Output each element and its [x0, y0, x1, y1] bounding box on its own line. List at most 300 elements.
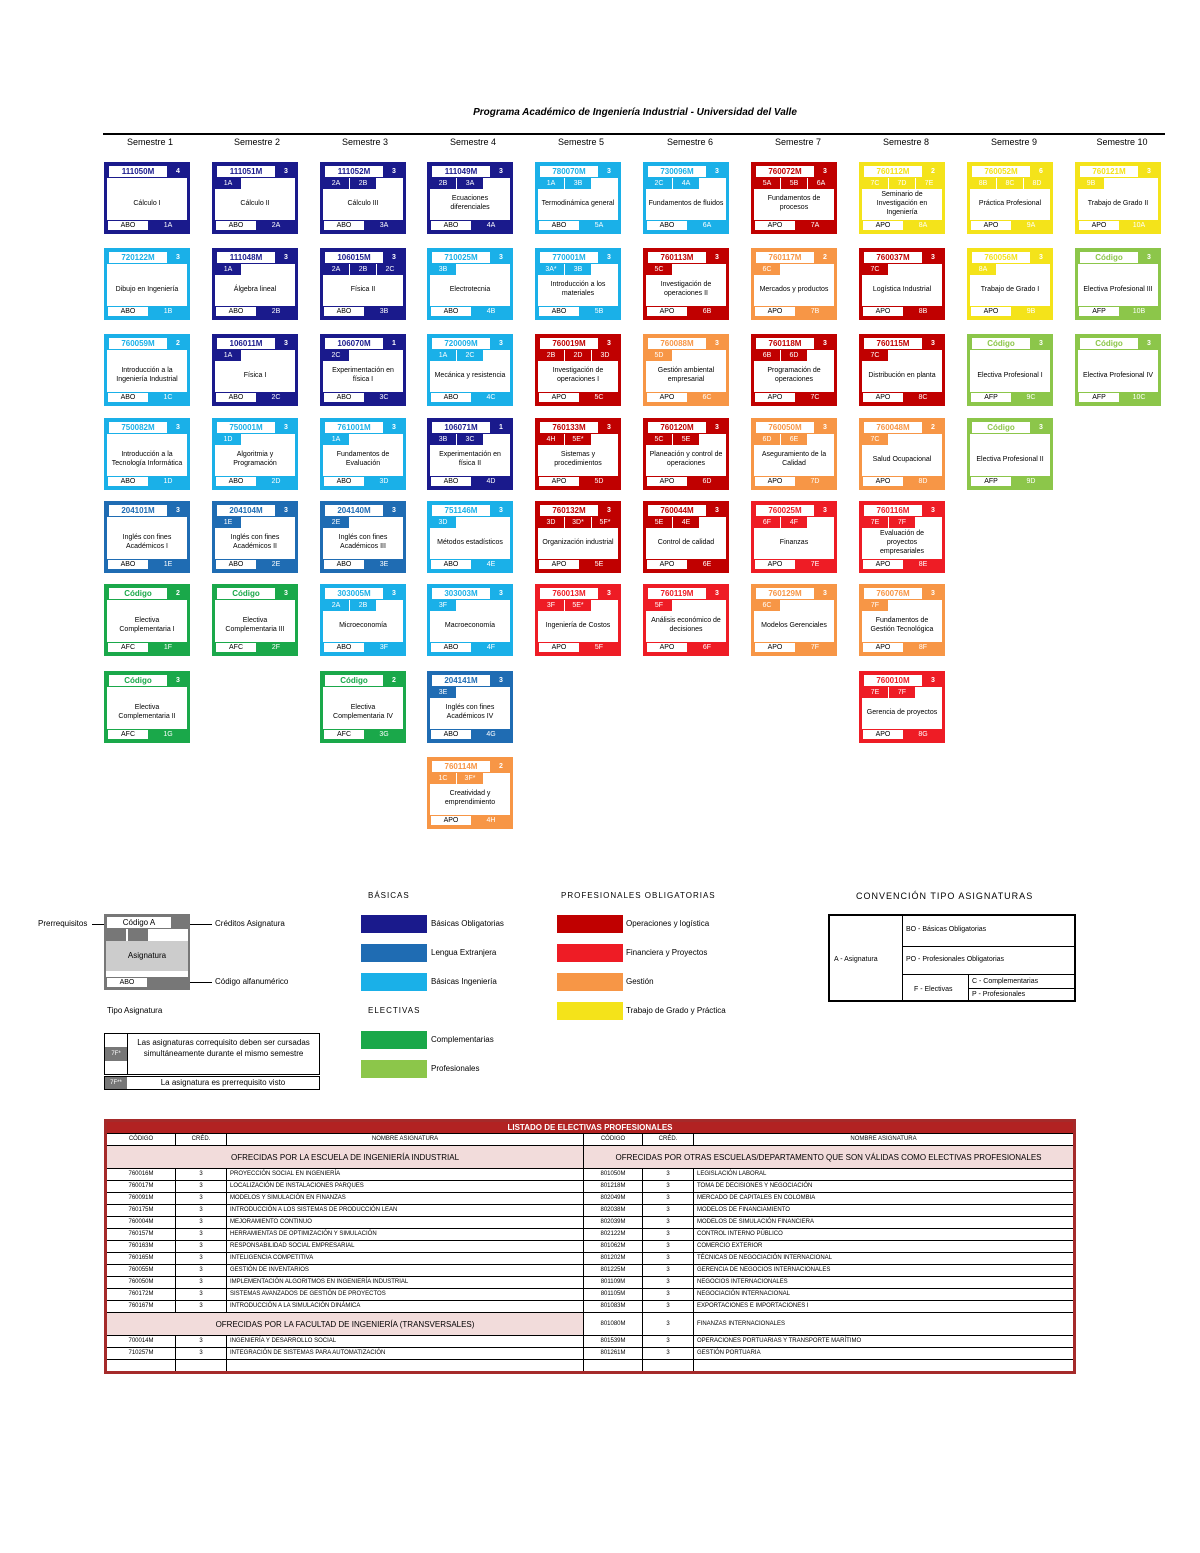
course-code: 204104M	[217, 505, 275, 516]
table-row	[106, 1241, 1075, 1253]
course-card	[859, 334, 945, 406]
course-type: ABO	[216, 393, 256, 402]
course-position: 2B	[271, 308, 281, 315]
course-prereq: 2B	[538, 350, 564, 361]
course-credits: 3	[1147, 340, 1151, 347]
course-credits: 3	[284, 590, 288, 597]
course-code: Código	[1080, 252, 1138, 263]
course-type: APO	[755, 643, 795, 652]
course-prereq: 1A	[323, 434, 349, 445]
course-name: Investigación de operaciones I	[552, 367, 604, 383]
course-name: Evaluación de proyectos empresariales	[880, 529, 924, 555]
course-prereq: 7E	[916, 178, 942, 189]
course-code: 760044M	[648, 505, 706, 516]
course-type: APO	[755, 477, 795, 486]
course-prereq: 3D*	[565, 517, 591, 528]
course-name: Cálculo III	[347, 199, 379, 207]
table-cell: 3	[643, 1181, 694, 1193]
table-cell	[106, 1360, 176, 1373]
table-row	[106, 1181, 1075, 1193]
table-cell: 801539M	[584, 1336, 643, 1348]
legend-note1-text: Las asignaturas correquisito deben ser cursadas simultáneamente durante el mismo semestre	[137, 1038, 310, 1058]
course-prereq: 5F*	[592, 517, 618, 528]
table-cell: SISTEMAS AVANZADOS DE GESTIÓN DE PROYECTOS	[227, 1289, 584, 1301]
course-name: Mercados y productos	[759, 285, 829, 293]
course-type: ABO	[647, 221, 687, 230]
course-prereq: 4F	[781, 517, 807, 528]
course-position: 4C	[486, 394, 496, 401]
course-card	[967, 162, 1053, 234]
course-prereq: 3B	[430, 264, 456, 275]
table-cell: 3	[176, 1265, 227, 1277]
course-type: AFP	[971, 477, 1011, 486]
course-code: 111050M	[109, 166, 167, 177]
course-card	[751, 501, 837, 573]
course-name: Introducción a la Tecnología Informática	[111, 451, 183, 467]
table-cell: LOCALIZACIÓN DE INSTALACIONES PARQUES	[227, 1181, 584, 1193]
table-cell: 760167M	[106, 1301, 176, 1313]
course-position: 6E	[702, 561, 712, 568]
course-credits: 3	[499, 677, 503, 684]
legend-note1-tag: 7F*	[105, 1047, 127, 1061]
course-name: Fundamentos de procesos	[767, 195, 821, 211]
course-prereq: 7C	[862, 264, 888, 275]
table-cell: 3	[176, 1301, 227, 1313]
course-prereq: 5F	[646, 600, 672, 611]
course-code: 751146M	[432, 505, 490, 516]
course-credits: 2	[931, 424, 935, 431]
col-header: CRÉD.	[643, 1134, 694, 1146]
course-credits: 3	[715, 424, 719, 431]
course-card	[212, 248, 298, 320]
course-type: ABO	[108, 307, 148, 316]
course-position: 4E	[486, 561, 496, 568]
swatch-trabajo-grado	[557, 1002, 623, 1020]
course-type: ABO	[108, 560, 148, 569]
course-name: Electiva Profesional II	[976, 455, 1044, 463]
course-position: 1E	[163, 561, 173, 568]
course-position: 3D	[379, 478, 389, 485]
course-card	[212, 584, 298, 656]
course-prereq: 7E	[862, 517, 888, 528]
semester-header: Semestre 8	[882, 137, 930, 147]
table-cell: 3	[643, 1265, 694, 1277]
course-position: 1C	[163, 394, 173, 401]
course-position: 4G	[486, 731, 496, 738]
course-code: 750001M	[217, 422, 275, 433]
course-name: Electiva Profesional III	[1083, 285, 1153, 293]
col-header: NOMBRE ASIGNATURA	[227, 1134, 584, 1146]
table-cell: INGENIERÍA Y DESARROLLO SOCIAL	[227, 1336, 584, 1348]
electives-title: LISTADO DE ELECTIVAS PROFESIONALES	[106, 1121, 1075, 1134]
table-row	[106, 1313, 1075, 1336]
electives-table	[104, 1119, 1076, 1374]
course-code: Código	[109, 588, 167, 599]
course-position: 4D	[486, 478, 496, 485]
table-cell: 802049M	[584, 1193, 643, 1205]
course-card	[427, 162, 513, 234]
course-credits: 3	[931, 590, 935, 597]
table-cell: OFRECIDAS POR LA ESCUELA DE INGENIERÍA INDUSTRIAL	[106, 1146, 584, 1169]
course-code: Código	[1080, 338, 1138, 349]
legend-basicas-2: Básicas Ingeniería	[431, 977, 497, 986]
table-cell: 760055M	[106, 1265, 176, 1277]
course-card	[643, 501, 729, 573]
course-prereq: 4A	[673, 178, 699, 189]
course-position: 2D	[271, 478, 281, 485]
course-credits: 3	[1147, 254, 1151, 261]
course-code: 780070M	[540, 166, 598, 177]
course-credits: 3	[823, 168, 827, 175]
course-prereq: 2C	[457, 350, 483, 361]
course-credits: 3	[176, 677, 180, 684]
course-name: Macroeconomía	[444, 621, 496, 629]
course-type: ABO	[216, 477, 256, 486]
course-prereq: 3B	[565, 178, 591, 189]
course-card	[320, 501, 406, 573]
course-credits: 3	[1147, 168, 1151, 175]
course-prereq: 7C	[862, 350, 888, 361]
course-position: 8B	[918, 308, 928, 315]
course-code: 760119M	[648, 588, 706, 599]
table-cell: 760004M	[106, 1217, 176, 1229]
course-code: 760113M	[648, 252, 706, 263]
course-position: 2A	[271, 222, 281, 229]
course-credits: 3	[284, 340, 288, 347]
course-code: Código	[217, 588, 275, 599]
course-credits: 3	[931, 677, 935, 684]
course-name: Seminario de Investigación en Ingeniería	[876, 190, 928, 216]
course-position: 9A	[1026, 222, 1036, 229]
course-name: Física I	[243, 371, 267, 379]
course-card	[751, 334, 837, 406]
course-card	[859, 248, 945, 320]
course-prereq: 5C	[646, 434, 672, 445]
course-type: APO	[755, 393, 795, 402]
course-code: 760115M	[864, 338, 922, 349]
course-type: APO	[539, 393, 579, 402]
course-position: 7F	[810, 644, 820, 651]
table-cell: GESTIÓN DE INVENTARIOS	[227, 1265, 584, 1277]
course-prereq: 6F	[754, 517, 780, 528]
table-cell: 801083M	[584, 1301, 643, 1313]
course-position: 5A	[594, 222, 604, 229]
course-type: AFC	[108, 643, 148, 652]
course-position: 6F	[702, 644, 712, 651]
course-name: Métodos estadísticos	[437, 538, 503, 546]
legend-prereq-arrow	[92, 924, 104, 925]
table-cell: 3	[176, 1241, 227, 1253]
table-cell: PROYECCIÓN SOCIAL EN INGENIERÍA	[227, 1169, 584, 1181]
course-code: Código	[972, 338, 1030, 349]
course-credits: 3	[392, 590, 396, 597]
course-card	[212, 418, 298, 490]
course-credits: 3	[392, 254, 396, 261]
course-name: Electiva Complementaria I	[119, 617, 175, 633]
course-name: Modelos Gerenciales	[761, 621, 827, 629]
col-header: CÓDIGO	[106, 1134, 176, 1146]
table-cell: 801105M	[584, 1289, 643, 1301]
course-prereq: 2A	[323, 178, 349, 189]
swatch-basicas-obligatorias	[361, 915, 427, 933]
table-cell	[643, 1360, 694, 1373]
course-prereq: 6C	[754, 264, 780, 275]
table-cell: 760091M	[106, 1193, 176, 1205]
table-cell: EXPORTACIONES E IMPORTACIONES I	[694, 1301, 1075, 1313]
table-cell: 802039M	[584, 1217, 643, 1229]
table-row	[106, 1193, 1075, 1205]
conv-title: CONVENCIÓN TIPO ASIGNATURAS	[856, 891, 1034, 901]
table-cell	[694, 1360, 1075, 1373]
course-code: 710025M	[432, 252, 490, 263]
table-cell: 3	[643, 1289, 694, 1301]
conv-po: PO - Profesionales Obligatorias	[906, 956, 1005, 963]
course-type: ABO	[216, 307, 256, 316]
course-position: 3C	[379, 394, 389, 401]
course-position: 6A	[702, 222, 712, 229]
course-credits: 3	[1039, 424, 1043, 431]
table-cell: 760165M	[106, 1253, 176, 1265]
course-type: ABO	[431, 477, 471, 486]
table-row	[106, 1277, 1075, 1289]
course-prereq: 7E	[862, 687, 888, 698]
course-type: ABO	[431, 393, 471, 402]
course-code: 760072M	[756, 166, 814, 177]
course-credits: 3	[1039, 254, 1043, 261]
course-name: Trabajo de Grado II	[1087, 199, 1149, 207]
course-code: Código	[972, 422, 1030, 433]
course-position: 3E	[379, 561, 389, 568]
semester-header: Semestre 10	[1096, 137, 1148, 147]
swatch-profesionales	[361, 1060, 427, 1078]
legend-electivas-1: Profesionales	[431, 1064, 480, 1073]
course-card	[427, 418, 513, 490]
course-position: 10C	[1132, 394, 1146, 401]
course-type: APO	[863, 477, 903, 486]
course-name: Mecánica y resistencia	[434, 371, 506, 379]
course-prereq: 6D	[781, 350, 807, 361]
legend-prereq-label: Prerrequisitos	[38, 919, 88, 928]
course-position: 6C	[702, 394, 712, 401]
course-position: 3B	[379, 308, 389, 315]
course-credits: 3	[931, 507, 935, 514]
table-row	[106, 1146, 1075, 1169]
course-code: 760025M	[756, 505, 814, 516]
table-cell: INTRODUCCIÓN A LA SIMULACIÓN DINÁMICA	[227, 1301, 584, 1313]
course-code: 760059M	[109, 338, 167, 349]
course-credits: 3	[607, 254, 611, 261]
course-prereq: 2A	[323, 600, 349, 611]
table-cell: 3	[176, 1348, 227, 1360]
course-prereq: 6E	[781, 434, 807, 445]
legend-note2	[104, 1076, 320, 1090]
course-card	[320, 418, 406, 490]
course-credits: 3	[392, 507, 396, 514]
table-cell: LEGISLACIÓN LABORAL	[694, 1169, 1075, 1181]
course-card	[643, 334, 729, 406]
table-cell: 801050M	[584, 1169, 643, 1181]
course-code: 106070M	[325, 338, 383, 349]
table-cell: 700014M	[106, 1336, 176, 1348]
course-type: AFC	[216, 643, 256, 652]
course-type: AFC	[108, 730, 148, 739]
course-prereq: 8D	[1024, 178, 1050, 189]
course-position: 5D	[594, 478, 604, 485]
course-prereq: 1A	[430, 350, 456, 361]
course-position: 2C	[271, 394, 281, 401]
legend-credits-label: Créditos Asignatura	[215, 919, 285, 928]
course-type: APO	[755, 560, 795, 569]
course-prereq: 2B	[350, 178, 376, 189]
legend-sample-type: ABO	[107, 978, 147, 987]
legend-alpha-arrow	[190, 982, 212, 983]
table-cell	[176, 1360, 227, 1373]
course-position: 3F	[379, 644, 389, 651]
course-name: Distribución en planta	[868, 371, 936, 379]
course-code: 760121M	[1080, 166, 1138, 177]
course-credits: 3	[607, 168, 611, 175]
course-prereq: 5A	[754, 178, 780, 189]
course-name: Experimentación en física I	[332, 367, 394, 383]
table-cell: 801109M	[584, 1277, 643, 1289]
table-cell: TOMA DE DECISIONES Y NEGOCIACIÓN	[694, 1181, 1075, 1193]
table-cell: 3	[176, 1277, 227, 1289]
semester-header: Semestre 2	[233, 137, 281, 147]
course-position: 9C	[1026, 394, 1036, 401]
table-row	[106, 1169, 1075, 1181]
semester-header: Semestre 4	[449, 137, 497, 147]
course-name: Electrotecnia	[449, 285, 491, 293]
legend-prof-3: Trabajo de Grado y Práctica	[626, 1006, 726, 1015]
course-code: 111052M	[325, 166, 383, 177]
course-card	[643, 584, 729, 656]
course-type: AFP	[1079, 307, 1119, 316]
course-name: Organización industrial	[542, 538, 614, 546]
course-position: 8F	[918, 644, 928, 651]
course-credits: 6	[1039, 168, 1043, 175]
course-prereq: 5C	[646, 264, 672, 275]
course-position: 7E	[810, 561, 820, 568]
course-card	[427, 334, 513, 406]
course-name: Planeación y control de operaciones	[649, 451, 723, 467]
course-prereq: 2B	[430, 178, 456, 189]
course-code: 303003M	[432, 588, 490, 599]
course-prereq: 8A	[970, 264, 996, 275]
course-position: 3A	[379, 222, 389, 229]
table-cell: 3	[643, 1241, 694, 1253]
table-row	[106, 1336, 1075, 1348]
semester-header: Semestre 5	[557, 137, 605, 147]
table-cell: INTEGRACIÓN DE SISTEMAS PARA AUTOMATIZACIÓN	[227, 1348, 584, 1360]
course-code: 111048M	[217, 252, 275, 263]
table-cell: 3	[643, 1169, 694, 1181]
course-code: 760048M	[864, 422, 922, 433]
course-position: 5E	[594, 561, 604, 568]
course-name: Electiva Profesional I	[977, 371, 1043, 379]
table-cell: MERCADO DE CAPITALES EN COLOMBIA	[694, 1193, 1075, 1205]
table-row	[106, 1301, 1075, 1313]
course-position: 2F	[271, 644, 281, 651]
course-name: Cálculo II	[240, 199, 270, 207]
course-position: 9D	[1026, 478, 1036, 485]
course-card	[859, 584, 945, 656]
course-credits: 2	[176, 340, 180, 347]
course-type: ABO	[216, 221, 256, 230]
course-code: Código	[325, 675, 383, 686]
course-prereq: 3D	[430, 517, 456, 528]
course-name: Salud Ocupacional	[872, 455, 932, 463]
course-position: 1D	[163, 478, 173, 485]
table-cell: 760157M	[106, 1229, 176, 1241]
course-prereq: 7F	[889, 687, 915, 698]
legend-sample-name: Asignatura	[106, 941, 188, 971]
course-credits: 3	[931, 340, 935, 347]
table-cell: MODELOS DE FINANCIAMIENTO	[694, 1205, 1075, 1217]
course-name: Álgebra lineal	[233, 285, 277, 293]
course-card	[104, 501, 190, 573]
table-cell: 760017M	[106, 1181, 176, 1193]
course-credits: 3	[499, 254, 503, 261]
course-card	[427, 757, 513, 829]
course-name: Gerencia de proyectos	[866, 708, 938, 716]
course-code: 760013M	[540, 588, 598, 599]
course-credits: 3	[931, 254, 935, 261]
table-cell: CONTROL INTERNO PÚBLICO	[694, 1229, 1075, 1241]
course-name: Dibujo en Ingeniería	[115, 285, 179, 293]
course-card	[643, 418, 729, 490]
table-cell: 3	[176, 1229, 227, 1241]
course-name: Análisis económico de decisiones	[651, 617, 721, 633]
course-prereq: 7F	[862, 600, 888, 611]
course-card	[535, 162, 621, 234]
table-row	[106, 1205, 1075, 1217]
course-card	[751, 418, 837, 490]
course-card	[643, 248, 729, 320]
course-prereq: 3D	[592, 350, 618, 361]
legend-prof-0: Operaciones y logística	[626, 919, 710, 928]
course-code: 760010M	[864, 675, 922, 686]
course-type: ABO	[108, 221, 148, 230]
legend-sample-code: Código A	[107, 917, 171, 928]
table-cell: GERENCIA DE NEGOCIOS INTERNACIONALES	[694, 1265, 1075, 1277]
course-code: 760120M	[648, 422, 706, 433]
course-credits: 2	[931, 168, 935, 175]
col-header: CRÉD.	[176, 1134, 227, 1146]
course-name: Introducción a la Ingeniería Industrial	[116, 367, 178, 383]
course-card	[104, 671, 190, 743]
course-type: ABO	[324, 221, 364, 230]
conv-box	[828, 914, 1076, 1002]
course-prereq: 7D	[889, 178, 915, 189]
course-type: ABO	[324, 477, 364, 486]
table-cell: 760172M	[106, 1289, 176, 1301]
course-position: 8D	[918, 478, 928, 485]
course-code: 106011M	[217, 338, 275, 349]
course-code: 760052M	[972, 166, 1030, 177]
legend-alpha-label: Código alfanumérico	[215, 977, 289, 986]
course-code: 760129M	[756, 588, 814, 599]
course-type: APO	[539, 477, 579, 486]
table-cell: OPERACIONES PORTUARIAS Y TRANSPORTE MARÍTIMO	[694, 1336, 1075, 1348]
course-position: 1A	[163, 222, 173, 229]
course-position: 7A	[810, 222, 820, 229]
course-card	[535, 501, 621, 573]
course-type: APO	[647, 307, 687, 316]
course-prereq: 5E*	[565, 434, 591, 445]
course-card	[320, 248, 406, 320]
course-card	[212, 334, 298, 406]
legend-note1	[104, 1033, 320, 1075]
